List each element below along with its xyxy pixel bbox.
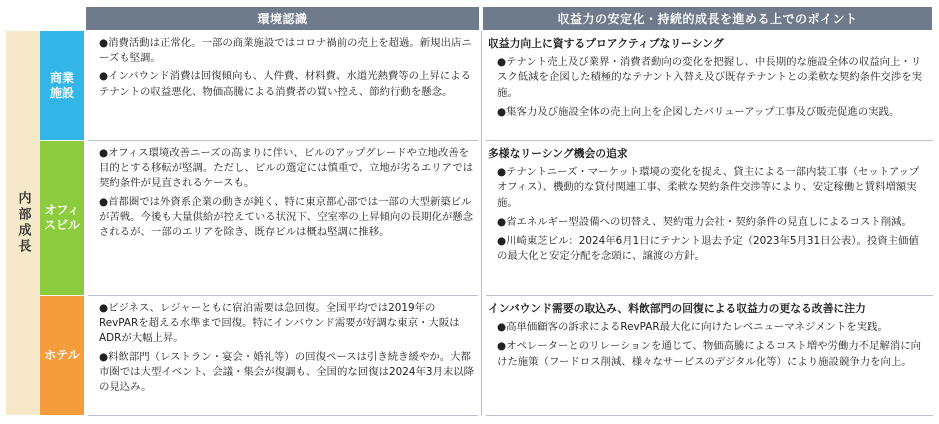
list-item [488, 165, 929, 211]
office-env-text-2: ●首都圏では外資系企業の動きが鈍く、特に東京都心部では一部の大型新築ビルが苦戦。今後も大量供給が控えている状況下、空室率の上昇傾向の長期化が懸念されるが、一部のエリアを除き、既存ビルは概ね堅調に推移。 [99, 195, 474, 239]
hotel-environment [88, 296, 478, 416]
list-item [90, 146, 474, 192]
header-points: 収益力の安定化・持続的成長を進める上でのポイント [483, 7, 932, 30]
column-divider [481, 31, 482, 415]
retail-points [486, 31, 933, 141]
hotel-points [486, 296, 933, 416]
office-point-text-3: ●川崎東芝ビル：2024年6月1日にテナント退去予定（2023年5月31日公表）。投資主価値の最大化と安定分配を念頭に、譲渡の方針。 [497, 235, 919, 263]
office-point-title: 多様なリーシング機会の追求 [488, 147, 628, 160]
retail-point-text-1: ●テナント売上及び業界・消費者動向の変化を把握し、中長期的な施設全体の収益向上・リスク低減を企図した積極的なテナント入替え及び既存テナントとの柔軟な契約条件交渉を実施。 [497, 56, 922, 99]
retail-env-text-1: ●消費活動は正常化。一部の商業施設ではコロナ禍前の売上を超過。新規出店ニーズも堅調。 [99, 37, 472, 65]
category-hotel-label: ホテル [44, 348, 80, 362]
list-item [488, 55, 929, 101]
category-office-label: オフィ スビル [43, 203, 80, 232]
internal-growth-text: 内部成長 [15, 191, 31, 255]
office-point-text-1: ●テナントニーズ・マーケット環境の変化を捉え、貸主による一部内装工事（セットアップオフィス）、機動的な貸付関連工事、柔軟な契約条件交渉等により、安定稼働と賃料増額実施。 [497, 166, 920, 209]
office-point-text-2: ●省エネルギー型設備への切替え、契約電力会社・契約条件の見直しによるコスト削減。 [497, 215, 912, 228]
list-item [90, 301, 474, 347]
retail-environment [88, 31, 478, 141]
hotel-point-title: インバウンド需要の取込み、料飲部門の回復による収益力の更なる改善に注力 [488, 302, 866, 315]
category-hotel [40, 296, 84, 415]
office-environment [88, 141, 478, 296]
hotel-env-text-2: ●料飲部門（レストラン・宴会・婚礼等）の回復ペースは引き続き緩やか。大都市圏では大型イベント、会議・集会が復調も、全国的な回復は2024年3月末以降の見込み。 [99, 350, 475, 394]
hotel-point-text-2: ●オペレーターとのリレーションを通じて、物価高騰によるコスト増や労働力不足解消に向けた施策（フードロス削減、様々なサービスのデジタル化等）により施設競争力を向上。 [497, 340, 922, 368]
category-retail-label: 商業 施設 [49, 70, 74, 100]
list-item [90, 69, 474, 99]
office-env-text-1: ●オフィス環境改善ニーズの高まりに伴い、ビルのアップグレードや立地改善を目的とする移転が堅調。ただし、ビルの選定には慎重で、立地が劣るエリアでは契約条件が見直されるケースも。 [99, 147, 474, 190]
category-retail [40, 31, 84, 140]
retail-point-text-2: ●集客力及び施設全体の売上向上を企図したバリューアップ工事及び販売促進の実践。 [497, 105, 900, 118]
category-office [40, 141, 84, 295]
hotel-point-text-1: ●高単価顧客の訴求によるRevPAR最大化に向けたレベニューマネジメントを実践。 [497, 321, 888, 334]
list-item [488, 234, 929, 264]
list-item [488, 320, 929, 335]
retail-env-text-2: ●インバウンド消費は回復傾向も、人件費、材料費、水道光熱費等の上昇によるテナントの収益悪化、物価高騰による消費者の買い控え、節約行動を懸念。 [99, 70, 472, 98]
office-points [486, 141, 933, 296]
list-item [90, 350, 474, 396]
list-item [90, 195, 474, 241]
list-item [488, 105, 929, 120]
hotel-env-text-1: ●ビジネス、レジャーともに宿泊需要は急回復。全国平均では2019年のRevPARを超える水準まで回復。特にインバウンド需要が好調な東京・大阪はADRが大幅上昇。 [99, 302, 460, 345]
list-item [90, 36, 474, 66]
list-item [488, 339, 929, 369]
retail-point-title: 収益力向上に資するプロアクティブなリーシング [488, 37, 724, 50]
header-environment: 環境認識 [86, 7, 479, 30]
internal-growth-label [6, 31, 40, 415]
list-item [488, 215, 929, 230]
